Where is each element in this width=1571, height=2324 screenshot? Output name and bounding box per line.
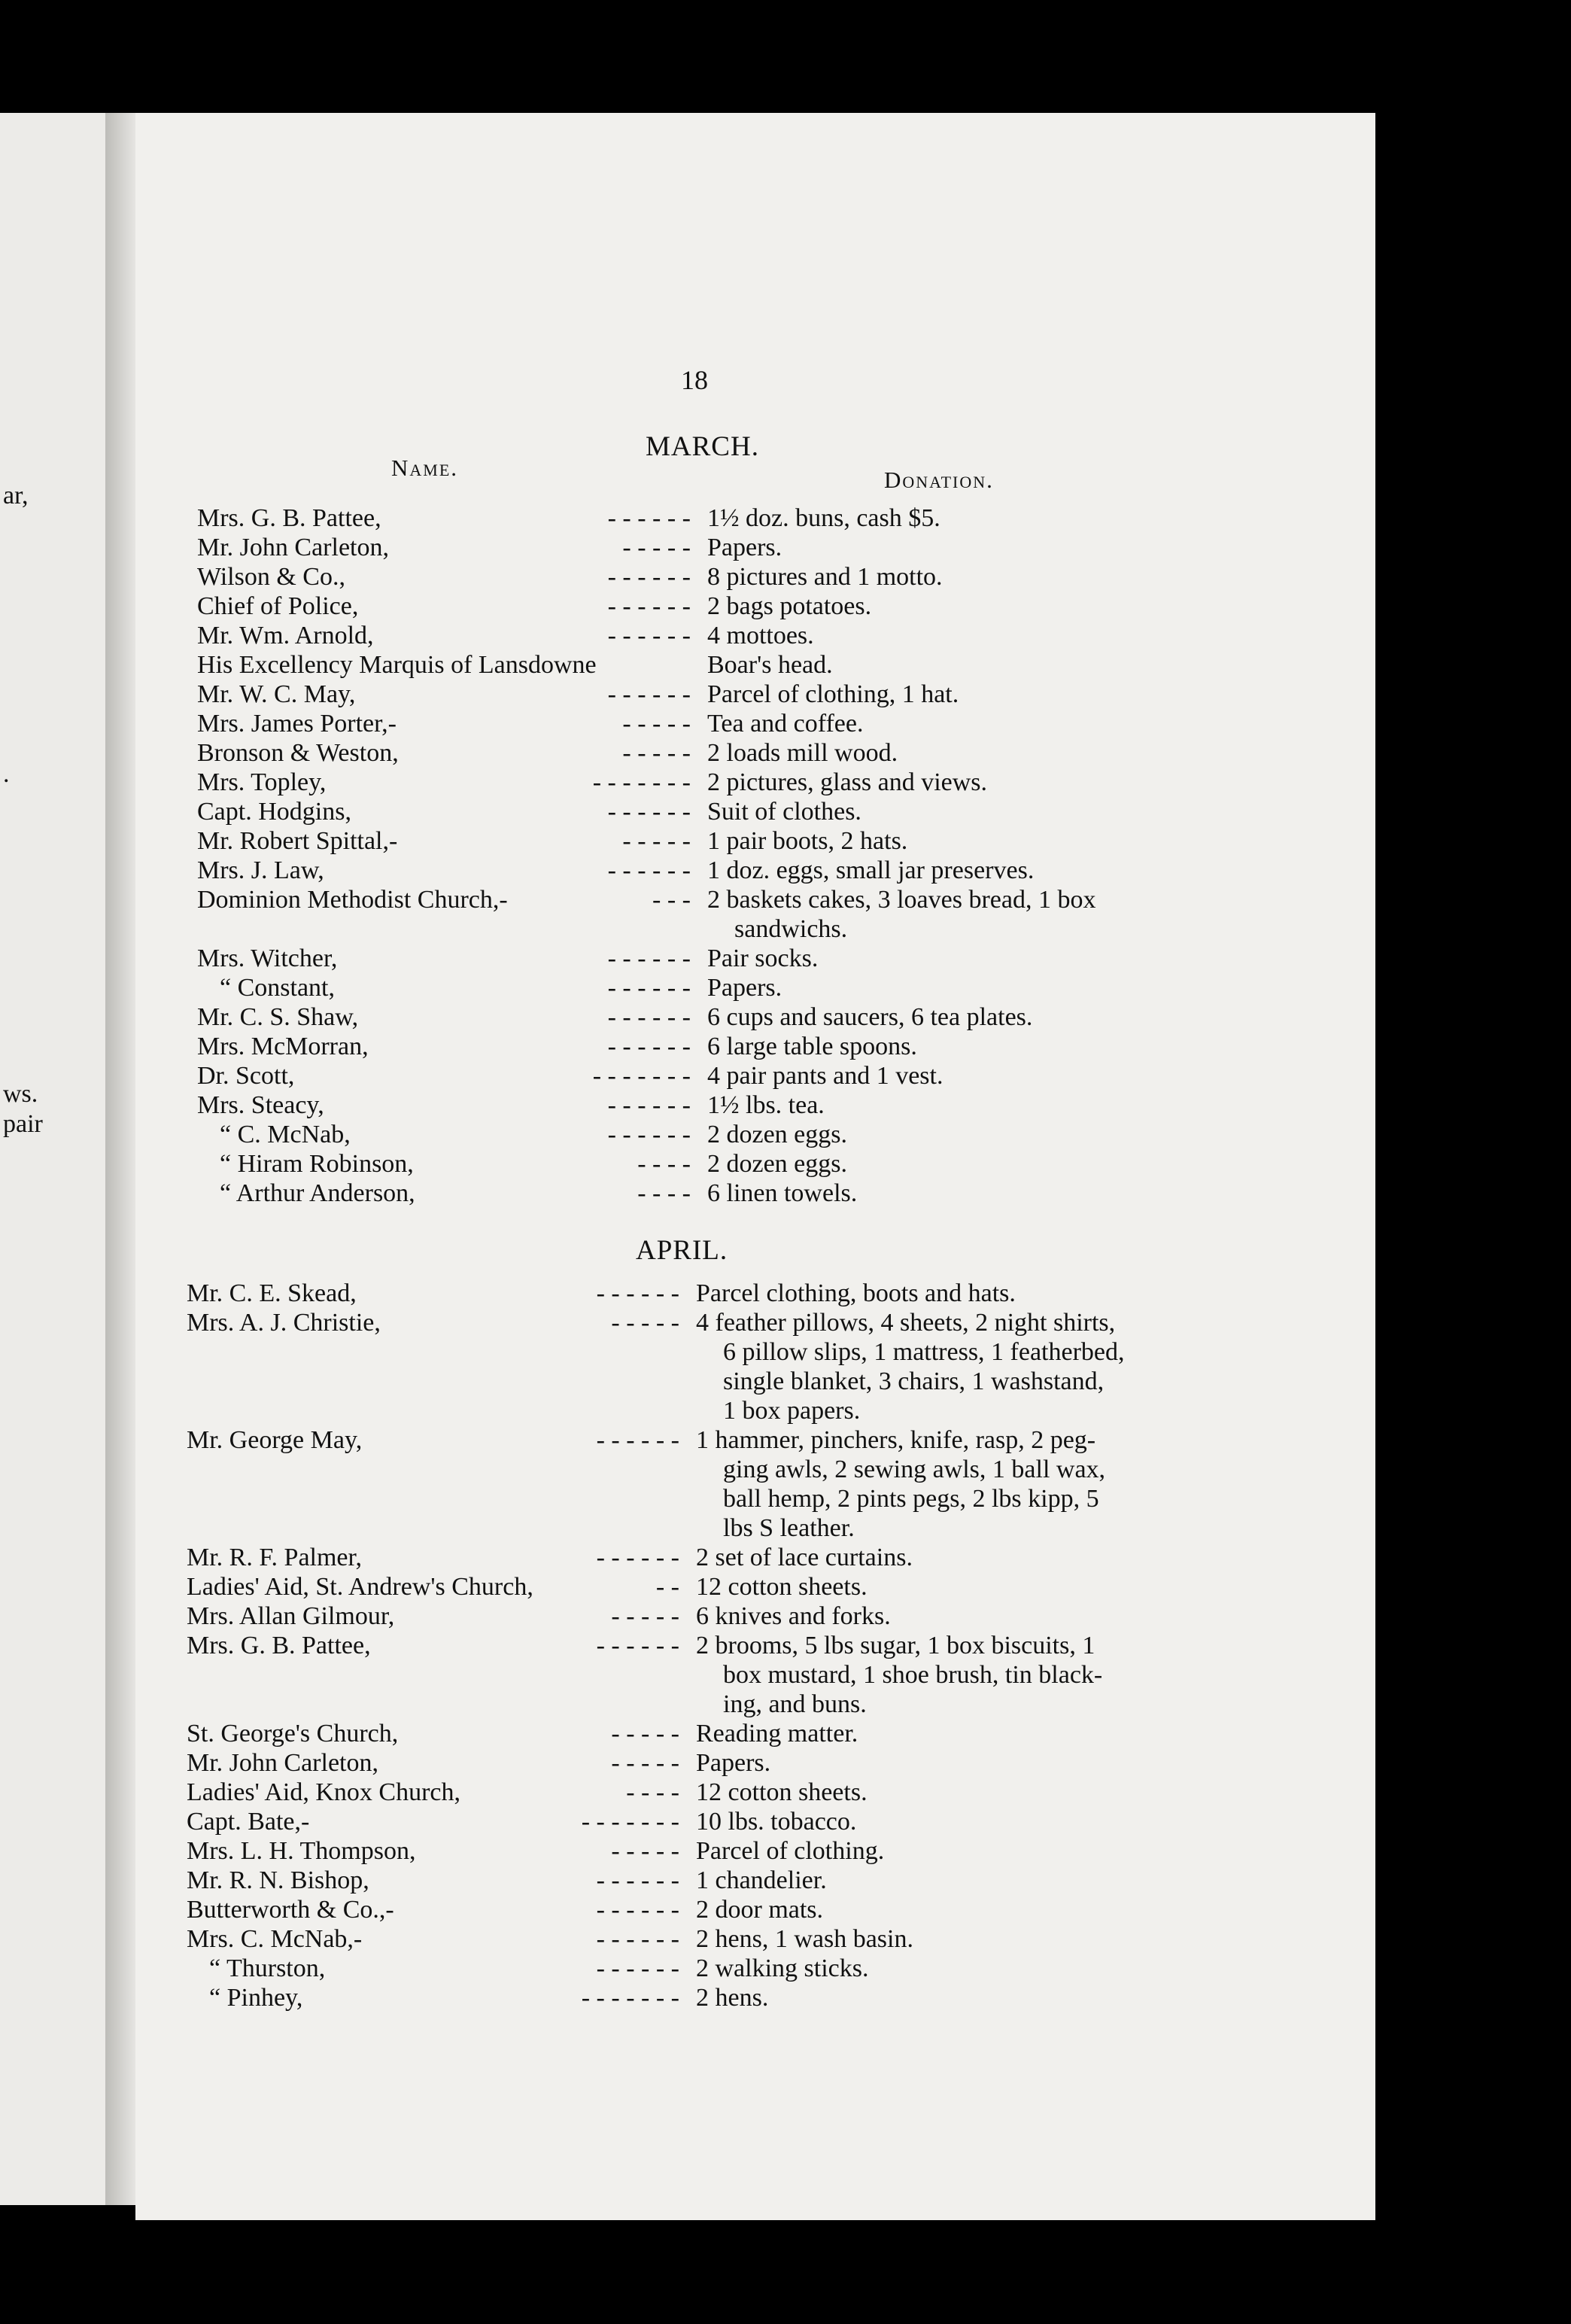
- donation-text: 1 hammer, pinchers, knife, rasp, 2 peg-: [696, 1426, 1096, 1454]
- donor-name: Mr. John Carleton,: [187, 1749, 378, 1777]
- leader-dashes: - - - - - - -: [592, 1062, 691, 1090]
- leader-dashes: - - - - - -: [596, 1954, 679, 1982]
- donation-text: Reading matter.: [696, 1720, 858, 1748]
- donation-text: 1 box papers.: [723, 1397, 861, 1425]
- donation-text: 2 pictures, glass and views.: [707, 768, 988, 796]
- leader-dashes: - - - - -: [622, 739, 691, 767]
- donor-name: Mr. George May,: [187, 1426, 363, 1454]
- donation-text: ging awls, 2 sewing awls, 1 ball wax,: [723, 1456, 1106, 1483]
- donation-text: 12 cotton sheets.: [696, 1778, 868, 1806]
- donation-text: 2 set of lace curtains.: [696, 1544, 913, 1571]
- donation-text: 6 knives and forks.: [696, 1602, 891, 1630]
- leader-dashes: - - - - -: [611, 1602, 679, 1630]
- leader-dashes: - - - - - -: [607, 592, 691, 620]
- donation-text: ball hemp, 2 pints pegs, 2 lbs kipp, 5: [723, 1485, 1099, 1513]
- donation-text: Pair socks.: [707, 945, 819, 972]
- book-gutter: [105, 113, 135, 2205]
- donor-name: Butterworth & Co.,-: [187, 1896, 394, 1924]
- leader-dashes: - - - - -: [611, 1749, 679, 1777]
- donation-text: 4 feather pillows, 4 sheets, 2 night shirts,: [696, 1309, 1116, 1337]
- leader-dashes: - - - - - -: [596, 1279, 679, 1307]
- leader-dashes: - - - - - -: [607, 945, 691, 972]
- leader-dashes: - - - - - -: [607, 856, 691, 884]
- donor-name: Capt. Hodgins,: [197, 798, 351, 826]
- leader-dashes: - - -: [652, 886, 691, 914]
- leader-dashes: - - - - - - -: [581, 1984, 679, 2012]
- donation-column-header: Donation.: [884, 467, 994, 493]
- donor-name: Mrs. G. B. Pattee,: [187, 1632, 371, 1659]
- facing-page: [0, 113, 105, 2205]
- donation-text: 1 pair boots, 2 hats.: [707, 827, 908, 855]
- leader-dashes: - - - - - - -: [592, 768, 691, 796]
- leader-dashes: - - - - - -: [607, 504, 691, 532]
- leader-dashes: - - - - - -: [596, 1866, 679, 1894]
- name-column-header: Name.: [391, 455, 459, 481]
- leader-dashes: - - - - - -: [607, 798, 691, 826]
- donor-name: “ Thurston,: [209, 1954, 326, 1982]
- donor-name: Mr. R. F. Palmer,: [187, 1544, 362, 1571]
- donor-name: Bronson & Weston,: [197, 739, 399, 767]
- month-heading: APRIL.: [636, 1235, 728, 1266]
- donor-name: Mr. R. N. Bishop,: [187, 1866, 369, 1894]
- donor-name: Dr. Scott,: [197, 1062, 295, 1090]
- leader-dashes: - - - - - -: [607, 1121, 691, 1148]
- leader-dashes: - - - - -: [622, 710, 691, 738]
- donation-text: 1 doz. eggs, small jar preserves.: [707, 856, 1035, 884]
- donor-name: Ladies' Aid, Knox Church,: [187, 1778, 461, 1806]
- donation-text: box mustard, 1 shoe brush, tin black-: [723, 1661, 1103, 1689]
- donor-name: Ladies' Aid, St. Andrew's Church,: [187, 1573, 533, 1601]
- donation-text: ing, and buns.: [723, 1690, 867, 1718]
- donation-text: 6 large table spoons.: [707, 1033, 917, 1060]
- leader-dashes: - - - - -: [611, 1837, 679, 1865]
- donation-text: Parcel of clothing, 1 hat.: [707, 680, 959, 708]
- leader-dashes: - - - -: [626, 1778, 679, 1806]
- donor-name: Mrs. G. B. Pattee,: [197, 504, 381, 532]
- donation-text: 6 cups and saucers, 6 tea plates.: [707, 1003, 1033, 1031]
- donation-text: sandwichs.: [734, 915, 848, 943]
- donation-text: 2 baskets cakes, 3 loaves bread, 1 box: [707, 886, 1096, 914]
- donation-text: 2 loads mill wood.: [707, 739, 898, 767]
- facing-fragment: ar,: [3, 482, 29, 510]
- donation-text: 10 lbs. tobacco.: [696, 1808, 857, 1836]
- donor-name: Chief of Police,: [197, 592, 359, 620]
- donation-text: 1½ doz. buns, cash $5.: [707, 504, 940, 532]
- leader-dashes: - - - - - -: [607, 622, 691, 649]
- donation-text: 6 linen towels.: [707, 1179, 858, 1207]
- donor-name: “ C. McNab,: [220, 1121, 351, 1148]
- donor-name: “ Hiram Robinson,: [220, 1150, 414, 1178]
- donation-text: lbs S leather.: [723, 1514, 855, 1542]
- donation-text: 1 chandelier.: [696, 1866, 827, 1894]
- leader-dashes: - - - - - -: [596, 1544, 679, 1571]
- donation-text: 2 dozen eggs.: [707, 1121, 848, 1148]
- leader-dashes: - - - - - - -: [581, 1808, 679, 1836]
- month-heading: MARCH.: [646, 431, 759, 462]
- leader-dashes: - - - - - -: [607, 974, 691, 1002]
- leader-dashes: - - - - - -: [607, 1003, 691, 1031]
- donation-text: single blanket, 3 chairs, 1 washstand,: [723, 1367, 1105, 1395]
- donation-text: 1½ lbs. tea.: [707, 1091, 825, 1119]
- leader-dashes: - - - -: [637, 1179, 691, 1207]
- donation-text: 2 door mats.: [696, 1896, 824, 1924]
- donation-text: Parcel clothing, boots and hats.: [696, 1279, 1016, 1307]
- leader-dashes: - - - - - -: [596, 1632, 679, 1659]
- donor-name: Mr. C. E. Skead,: [187, 1279, 357, 1307]
- donation-text: 2 dozen eggs.: [707, 1150, 848, 1178]
- donation-text: Tea and coffee.: [707, 710, 864, 738]
- donor-name: “ Pinhey,: [209, 1984, 303, 2012]
- donation-text: 2 bags potatoes.: [707, 592, 872, 620]
- facing-fragment: ws.: [3, 1080, 38, 1108]
- leader-dashes: - - - - -: [611, 1309, 679, 1337]
- donor-name: “ Arthur Anderson,: [220, 1179, 415, 1207]
- donor-name: Capt. Bate,-: [187, 1808, 310, 1836]
- donor-name: Mrs. Allan Gilmour,: [187, 1602, 395, 1630]
- leader-dashes: - - - - - -: [607, 1091, 691, 1119]
- donation-text: Suit of clothes.: [707, 798, 861, 826]
- leader-dashes: - - - - -: [622, 827, 691, 855]
- donor-name: Mrs. L. H. Thompson,: [187, 1837, 416, 1865]
- leader-dashes: - - - - - -: [607, 1033, 691, 1060]
- donation-text: 6 pillow slips, 1 mattress, 1 featherbed,: [723, 1338, 1125, 1366]
- donor-name: Mrs. Topley,: [197, 768, 327, 796]
- donor-name: Mrs. C. McNab,-: [187, 1925, 363, 1953]
- donation-text: Parcel of clothing.: [696, 1837, 885, 1865]
- donor-name: Mrs. James Porter,-: [197, 710, 397, 738]
- leader-dashes: - - - - - -: [596, 1925, 679, 1953]
- leader-dashes: - -: [655, 1573, 679, 1601]
- leader-dashes: - - - - -: [611, 1720, 679, 1748]
- donation-text: Papers.: [707, 974, 782, 1002]
- donor-name: Mr. John Carleton,: [197, 534, 389, 561]
- donor-name: His Excellency Marquis of Lansdowne: [197, 651, 597, 679]
- page-number: 18: [681, 365, 708, 395]
- donor-name: Mrs. A. J. Christie,: [187, 1309, 381, 1337]
- donor-name: Mr. W. C. May,: [197, 680, 356, 708]
- donation-text: 4 pair pants and 1 vest.: [707, 1062, 944, 1090]
- leader-dashes: - - - - -: [622, 534, 691, 561]
- donation-text: 12 cotton sheets.: [696, 1573, 868, 1601]
- leader-dashes: - - - - - -: [607, 563, 691, 591]
- leader-dashes: - - - - - -: [596, 1426, 679, 1454]
- donation-text: Papers.: [707, 534, 782, 561]
- leader-dashes: - - - - - -: [607, 680, 691, 708]
- donor-name: Mrs. Steacy,: [197, 1091, 324, 1119]
- donor-name: Mr. Wm. Arnold,: [197, 622, 374, 649]
- donor-name: Mrs. J. Law,: [197, 856, 324, 884]
- donation-text: 2 walking sticks.: [696, 1954, 869, 1982]
- facing-fragment: pair: [3, 1110, 43, 1138]
- donation-text: Papers.: [696, 1749, 771, 1777]
- donation-text: 8 pictures and 1 motto.: [707, 563, 943, 591]
- donor-name: Dominion Methodist Church,-: [197, 886, 508, 914]
- donation-text: 4 mottoes.: [707, 622, 814, 649]
- donor-name: Mrs. Witcher,: [197, 945, 338, 972]
- donor-name: Mrs. McMorran,: [197, 1033, 369, 1060]
- donation-text: 2 hens, 1 wash basin.: [696, 1925, 913, 1953]
- donation-text: 2 brooms, 5 lbs sugar, 1 box biscuits, 1: [696, 1632, 1095, 1659]
- facing-fragment: .: [3, 760, 10, 788]
- donation-text: 2 hens.: [696, 1984, 769, 2012]
- leader-dashes: - - - - - -: [596, 1896, 679, 1924]
- leader-dashes: - - - -: [637, 1150, 691, 1178]
- donor-name: St. George's Church,: [187, 1720, 399, 1748]
- donor-name: Mr. Robert Spittal,-: [197, 827, 398, 855]
- donor-name: Wilson & Co.,: [197, 563, 345, 591]
- donor-name: Mr. C. S. Shaw,: [197, 1003, 359, 1031]
- donation-text: Boar's head.: [707, 651, 833, 679]
- donor-name: “ Constant,: [220, 974, 335, 1002]
